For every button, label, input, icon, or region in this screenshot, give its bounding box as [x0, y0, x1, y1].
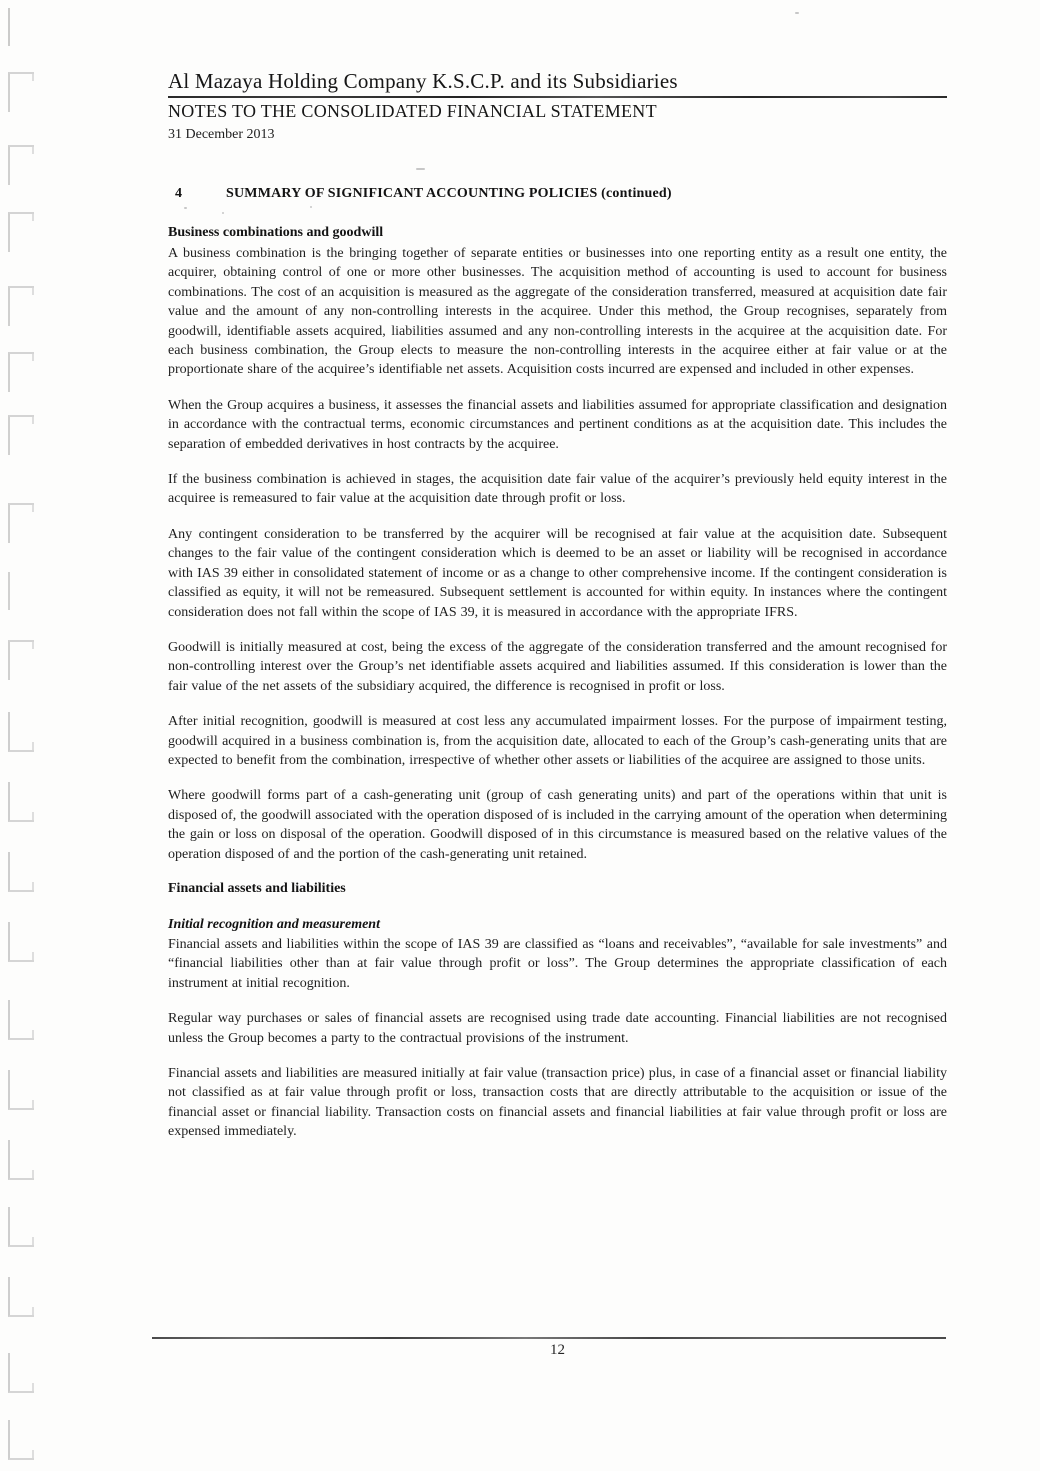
paragraph-financial-assets-3: Financial assets and liabilities are measured initially at fair value (transaction price) plus, in case of a financial asset or financial liability not classified as at fair value through profit or loss, transaction costs that are directly attributable to the acquisition or issue of the financial asset or financial liability. Transaction costs on financial assets and financial liabilities at fair value through profit or loss are expensed immediately.	[168, 1066, 947, 1140]
document-body	[168, 185, 947, 1142]
binding-mark	[8, 782, 34, 822]
binding-mark	[8, 145, 34, 185]
paragraph-business-combinations-3: If the business combination is achieved in stages, the acquisition date fair value of the acquirer’s previously held equity interest in the acquiree is remeasured to fair value at the acquisition date through profit or loss.	[168, 472, 947, 507]
binding-mark	[8, 212, 34, 252]
binding-mark	[8, 286, 34, 326]
binding-mark	[8, 1353, 34, 1393]
header-rule	[168, 96, 947, 98]
binding-mark	[8, 1207, 34, 1247]
page-number: 12	[550, 1342, 565, 1358]
binding-mark	[8, 415, 34, 455]
binding-mark	[8, 852, 34, 892]
binding-mark	[8, 1000, 34, 1040]
section-number: 4	[175, 186, 182, 201]
paragraph-business-combinations-7: Where goodwill forms part of a cash-generating unit (group of cash generating units) and part of the operations within that unit is disposed of, the goodwill associated with the operation disposed of is included in the carrying amount of the operation when determining the gain or loss on disposal of the operation. Goodwill disposed of in this circumstance is measured based on the relative values of the operation disposed of and the portion of the cash-generating unit retained.	[168, 788, 947, 862]
binding-mark	[8, 352, 34, 392]
subsection-heading-business-combinations: Business combinations and goodwill	[168, 225, 384, 240]
scan-margin-marks	[0, 0, 60, 1471]
paragraph-financial-assets-1: Financial assets and liabilities within the scope of IAS 39 are classified as “loans and receivables”, “available for sale investments” and “financial liabilities other than at fair value through profit or loss”. The Group determines the appropriate classification of each instrument at initial recognition.	[168, 936, 947, 991]
document-title: NOTES TO THE CONSOLIDATED FINANCIAL STATEMENT	[168, 101, 657, 121]
document-date: 31 December 2013	[168, 127, 275, 142]
binding-mark	[8, 572, 34, 610]
binding-mark	[8, 8, 10, 46]
binding-mark	[8, 1140, 34, 1180]
section-title: SUMMARY OF SIGNIFICANT ACCOUNTING POLICIES (continued)	[226, 186, 672, 201]
binding-mark	[8, 1070, 34, 1110]
paragraph-business-combinations-4: Any contingent consideration to be transferred by the acquirer will be recognised at fair value at the acquisition date. Subsequent changes to the fair value of the contingent consideration which is deemed to be an asset or liability will be recognised in accordance with IAS 39 either in consolidated statement of income or as a change to other comprehensive income. If the contingent consideration is classified as equity, it will not be remeasured. Subsequent settlement is accounted for within equity. In instances where the contingent consideration does not fall within the scope of IAS 39, it is measured in accordance with the appropriate IFRS.	[168, 526, 947, 620]
company-title: Al Mazaya Holding Company K.S.C.P. and its Subsidiaries	[168, 69, 678, 93]
subsection-heading-financial-assets: Financial assets and liabilities	[168, 880, 346, 896]
paragraph-business-combinations-1: A business combination is the bringing together of separate entities or businesses into one reporting entity as a result one entity, the acquirer, obtaining control of one or more other businesses. The acquisition method of accounting is used to account for business combinations. The cost of an acquisition is measured as the aggregate of the consideration transferred, measured at acquisition date fair value and the amount of any non-controlling interests in the acquiree. Under this method, the Group recognises, separately from goodwill, identifiable assets acquired, liabilities assumed and any non-controlling interests in the acquiree at the acquisition date. For each business combination, the Group elects to measure the non-controlling interests in the acquiree either at fair value or at the proportionate share of the acquiree’s identifiable net assets. Acquisition costs incurred are expensed and included in other expenses.	[168, 246, 947, 378]
paragraph-financial-assets-2: Regular way purchases or sales of financial assets are recognised using trade date accounting. Financial liabilities are not recognised unless the Group becomes a party to the contractual provisions of the instrument.	[168, 1011, 947, 1046]
paragraph-business-combinations-6: After initial recognition, goodwill is measured at cost less any accumulated impairment losses. For the purpose of impairment testing, goodwill acquired in a business combination is, from the acquisition date, allocated to each of the Group’s cash-generating units that are expected to benefit from the combination, irrespective of whether other assets or liabilities of the acquiree are assigned to those units.	[168, 714, 947, 768]
binding-mark	[8, 72, 34, 112]
section-heading	[168, 185, 947, 202]
paragraph-business-combinations-5: Goodwill is initially measured at cost, being the excess of the aggregate of the consideration transferred and the amount recognised for non-controlling interest over the Group’s net identifiable assets acquired and liabilities assumed. If this consideration is lower than the fair value of the net assets of the subsidiary acquired, the difference is recognised in profit or loss.	[168, 639, 947, 694]
binding-mark	[8, 1277, 34, 1317]
paragraph-business-combinations-2: When the Group acquires a business, it assesses the financial assets and liabilities assumed for appropriate classification and designation in accordance with the contractual terms, economic circumstances and pertinent conditions as at the acquisition date. This includes the separation of embedded derivatives in host contracts by the acquiree.	[168, 397, 947, 452]
binding-mark	[8, 1420, 34, 1460]
footer-rule	[152, 1337, 946, 1339]
subsection-heading-initial-recognition: Initial recognition and measurement	[168, 916, 380, 932]
scan-speck	[795, 12, 799, 14]
binding-mark	[8, 640, 34, 680]
binding-mark	[8, 922, 34, 962]
binding-mark	[8, 503, 34, 543]
document-header	[168, 68, 947, 143]
binding-mark	[8, 712, 34, 752]
